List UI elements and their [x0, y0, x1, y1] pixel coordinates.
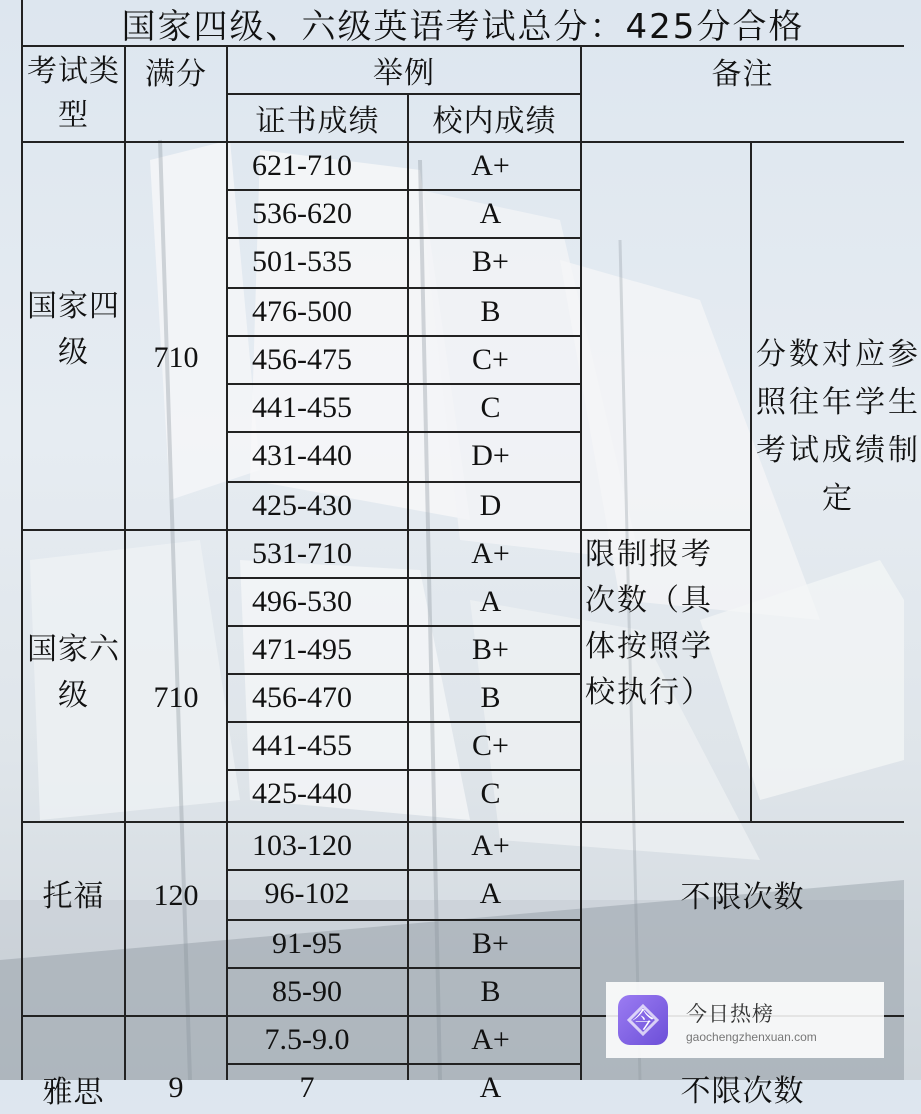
cet4-grade: C+ — [472, 343, 509, 376]
cet4-grade: A — [479, 197, 502, 230]
ielts-score: 7 — [299, 1071, 315, 1104]
ielts-remark: 不限次数 — [680, 1074, 805, 1109]
cet4-score: 476-500 — [252, 295, 352, 328]
cet4-score: 501-535 — [252, 245, 352, 278]
toefl-name: 托福 — [42, 879, 105, 914]
ielts-grade: A+ — [471, 1023, 510, 1056]
cet6-remark: 限制报考 次数（具 体按照学 校执行） — [585, 537, 713, 710]
cet4-grade: B — [480, 295, 501, 328]
cet6-grade: A+ — [471, 537, 510, 570]
cet6-score: 456-470 — [252, 681, 352, 714]
cet6-grade: A — [479, 585, 502, 618]
cet6-score: 425-440 — [252, 777, 352, 810]
cet6-score: 531-710 — [252, 537, 352, 570]
header-school-score: 校内成绩 — [432, 104, 557, 139]
cet4-score: 431-440 — [252, 439, 352, 472]
cet4-score: 621-710 — [252, 149, 352, 182]
cet4-grade: D+ — [471, 439, 510, 472]
header-exam-type: 考试类 型 — [27, 54, 120, 133]
watermark-title: 今日热榜 — [686, 1002, 774, 1026]
toefl-score: 103-120 — [252, 829, 352, 862]
ielts-grade: A — [479, 1071, 502, 1104]
ielts-name: 雅思 — [42, 1075, 105, 1110]
toefl-grade: A+ — [471, 829, 510, 862]
toefl-grade: B+ — [472, 927, 509, 960]
cet4-name: 国家四 级 — [27, 289, 120, 370]
cet6-score: 496-530 — [252, 585, 352, 618]
toefl-grade: B — [480, 975, 501, 1008]
cet4-grade: B+ — [472, 245, 509, 278]
watermark — [606, 982, 884, 1058]
toefl-score: 85-90 — [272, 975, 342, 1008]
toefl-score: 91-95 — [272, 927, 342, 960]
cet6-score: 441-455 — [252, 729, 352, 762]
header-full-score: 满分 — [145, 57, 207, 92]
toefl-full-score: 120 — [153, 879, 199, 912]
toefl-grade: A — [479, 877, 502, 910]
cet4-score: 441-455 — [252, 391, 352, 424]
toefl-remark: 不限次数 — [680, 880, 805, 915]
cet4-grade: A+ — [471, 149, 510, 182]
cet6-score: 471-495 — [252, 633, 352, 666]
ielts-full-score: 9 — [168, 1071, 184, 1104]
cet4-grade: C — [480, 391, 501, 424]
header-example: 举例 — [373, 56, 435, 91]
cet6-grade: C+ — [472, 729, 509, 762]
cet6-name: 国家六 级 — [27, 632, 120, 713]
cet4-score: 425-430 — [252, 489, 352, 522]
cet4-grade: D — [479, 489, 502, 522]
watermark-url: gaochengzhenxuan.com — [686, 1030, 817, 1044]
cet6-grade: B — [480, 681, 501, 714]
header-cert-score: 证书成绩 — [255, 104, 380, 139]
toefl-score: 96-102 — [264, 877, 350, 910]
header-remarks: 备注 — [711, 57, 774, 92]
cet6-full-score: 710 — [153, 681, 199, 714]
table-title: 国家四级、六级英语考试总分：425分合格 — [121, 6, 805, 47]
cet4-score: 456-475 — [252, 343, 352, 376]
ielts-score: 7.5-9.0 — [264, 1023, 350, 1056]
cet4-full-score: 710 — [153, 341, 199, 374]
svg-text:今: 今 — [631, 1009, 655, 1034]
score-basis-remark: 分数对应参 照往年学生 考试成绩制 定 — [756, 337, 921, 516]
cet6-grade: B+ — [472, 633, 509, 666]
watermark-logo-icon — [618, 995, 668, 1045]
cet6-grade: C — [480, 777, 501, 810]
cet4-score: 536-620 — [252, 197, 352, 230]
